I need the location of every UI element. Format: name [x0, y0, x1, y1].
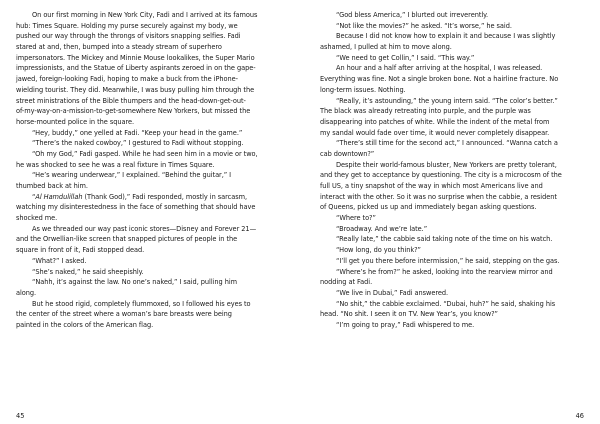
text-line: of Queens, picked us up and immediately began asking questions. — [320, 203, 537, 212]
text-line: Because I did not know how to explain it and because I was slightly — [336, 32, 556, 41]
text-line: The black was already retreating into purple, and the purple was — [320, 107, 531, 116]
text-line: Despite their world-famous bluster, New Yorkers are pretty tolerant, — [336, 160, 557, 169]
text-line: “Not like the movies?” he asked. “It’s worse,” he said. — [336, 21, 512, 30]
text-line: cab downtown?” — [320, 149, 375, 158]
text-line: full US, a tiny snapshot of the way in which most Americans live and — [320, 182, 543, 190]
text-line: long-term issues. Nothing. — [320, 85, 406, 94]
text-line: my sandal would fade over time, it would never completely disappear. — [320, 128, 550, 137]
text-line: “How long, do you think?” — [336, 246, 421, 255]
text-line: “I’m going to pray,” Fadi whispered to me. — [336, 320, 475, 329]
text-line: horse-mounted police in the square. — [16, 117, 135, 126]
text-line: interact with the other. So it was no surprise when the cabbie, a resident — [320, 192, 557, 201]
text-line: “Nahh, it’s against the law. No one’s naked,” I said, pulling him — [32, 278, 237, 287]
text-line: the center of the street where a woman’s bare breasts were being — [16, 310, 232, 319]
text-line: street ministrations of the Bible thumpers and the head-down-get-out- — [16, 96, 246, 105]
text-line: thumbed back at him. — [16, 182, 88, 190]
text-line: “There’s still time for the second act,” I announced. “Wanna catch a — [336, 139, 558, 148]
text-line: stared at and, then, bumped into a steady stream of superhero — [16, 43, 222, 52]
text-line: “She’s naked,” he said sheepishly. — [32, 267, 144, 276]
text-line: “He’s wearing underwear,” I explained. “Behind the guitar,” I — [32, 171, 232, 180]
text-line: and they get to acceptance by questioning. The city is a microcosm of the — [320, 171, 562, 180]
text-line: ashamed, I pulled at him to move along. — [320, 43, 452, 52]
text-line: “Broadway. And we’re late.” — [336, 224, 428, 233]
text-line: An hour and a half after arriving at the hospital, I was released. — [336, 64, 543, 73]
text-line: As we threaded our way past iconic stores—Disney and Forever 21— — [32, 224, 257, 233]
text-line: On our first morning in New York City, Fadi and I arrived at its famous — [32, 11, 258, 19]
text-line: “Hey, buddy,” one yelled at Fadi. “Keep your head in the game.” — [32, 128, 243, 137]
text-line: disappearing into patches of white. While the indent of the metal from — [320, 117, 550, 126]
text-line: “Really late,” the cabbie said taking note of the time on his watch. — [336, 235, 553, 244]
text-line: painted in the colors of the American flag. — [16, 320, 154, 329]
text-line: hub: Times Square. Holding my purse securely against my body, we — [16, 21, 238, 30]
text-line: “I’ll get you there before intermission,” he said, stepping on the gas. — [336, 256, 560, 265]
text-line: “Where’s he from?” he asked, looking into the rearview mirror and — [336, 267, 553, 276]
text-line: along. — [16, 288, 37, 297]
text-line: But he stood rigid, completely flummoxed, so I followed his eyes to — [32, 299, 251, 308]
text-line: impersonators. The Mickey and Minnie Mouse lookalikes, the Super Mario — [16, 53, 255, 62]
text-line: “What?” I asked. — [32, 256, 87, 265]
left-page-text — [16, 10, 284, 331]
text-line: jawed, foreign-looking Fadi, hoping to make a buck from the iPhone- — [16, 75, 238, 84]
text-line: square in front of it, Fadi stopped dead. — [16, 246, 145, 255]
text-line: and the Orwellian-like screen that snapped pictures of people in the — [16, 235, 238, 244]
text-line: “Really, it’s astounding,” the young intern said. “The color’s better.” — [336, 96, 558, 105]
text-line: “There’s the naked cowboy,” I gestured to Fadi without stopping. — [32, 139, 244, 148]
text-line: “We live in Dubai,” Fadi answered. — [336, 288, 449, 297]
right-page — [300, 0, 600, 424]
text-line: “Oh my God,” Fadi gasped. While he had seen him in a movie or two, — [32, 149, 258, 158]
text-line: head. “No shit. I seen it on TV. New Year’s, you know?” — [320, 310, 498, 319]
text-line: shocked me. — [16, 214, 58, 223]
text-line: pushed our way through the throngs of visitors snapping selfies. Fadi — [16, 32, 241, 41]
text-line: “Where to?” — [336, 214, 376, 223]
text-line: he was shocked to see he was a real fixture in Times Square. — [16, 160, 215, 169]
left-page-number: 45 — [16, 412, 25, 420]
text-line: “God bless America,” I blurted out irreverently. — [336, 11, 489, 19]
text-line: of-my-way-on-a-mission-to-get-somewhere New Yorkers, but missed the — [16, 107, 251, 116]
text-line: “Al Hamdulillah (Thank God),” Fadi responded, mostly in sarcasm, — [32, 192, 248, 201]
text-line: nodding at Fadi. — [320, 278, 373, 287]
text-line: Everything was fine. Not a single broken bone. Not a hairline fracture. No — [320, 75, 559, 84]
right-page-number: 46 — [575, 412, 584, 420]
text-line: “We need to get Collin,” I said. “This way.” — [336, 53, 475, 62]
text-line: impressionists, and the Statue of Liberty aspirants zeroed in on the gape- — [16, 64, 256, 73]
text-line: “No shit,” the cabbie exclaimed. “Dubai, huh?” he said, shaking his — [336, 299, 556, 308]
right-page-text — [320, 10, 588, 331]
text-line: wielding tourist. They did. Meanwhile, I was busy pulling him through the — [16, 85, 255, 94]
text-line: watching my disinterestedness in the face of something that should have — [16, 203, 256, 212]
